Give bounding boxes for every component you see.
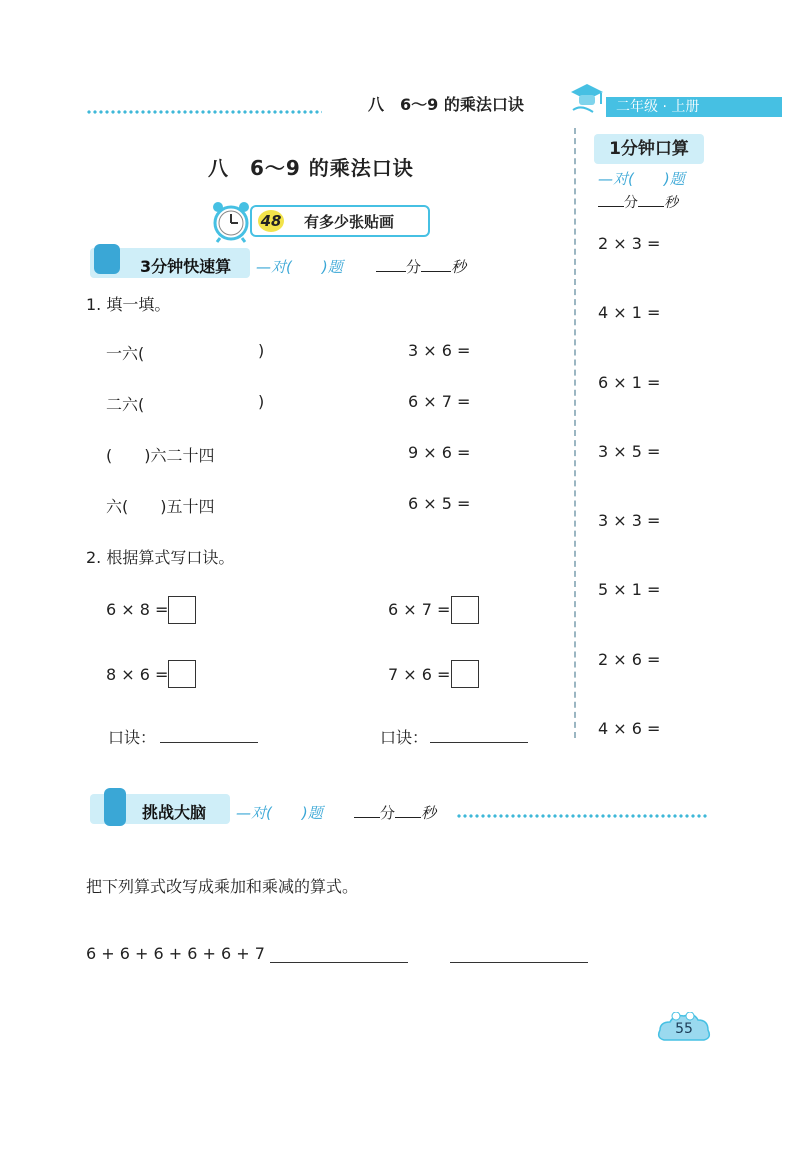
answer-box-2[interactable] bbox=[168, 660, 196, 688]
shoe-icon bbox=[94, 244, 120, 274]
header-title: 八 6～9 的乘法口诀 bbox=[368, 95, 524, 114]
koujue-answer-left[interactable] bbox=[160, 742, 258, 743]
second-label: 秒 bbox=[451, 258, 467, 276]
challenge-expression: 6 + 6 + 6 + 6 + 6 + 7 bbox=[86, 944, 265, 963]
calc-item-3: 9 × 6 = bbox=[408, 443, 471, 462]
sidebar-score: —对( )题 bbox=[598, 170, 685, 188]
koujue-answer-right[interactable] bbox=[430, 742, 528, 743]
sidebar-item: 6 × 1 = bbox=[598, 373, 661, 392]
calc-item-4: 6 × 5 = bbox=[408, 494, 471, 513]
minute-label: 分 bbox=[406, 258, 422, 276]
fill-item-2-close: ) bbox=[258, 392, 265, 411]
sidebar-item: 4 × 6 = bbox=[598, 719, 661, 738]
score-field: —对( )题 bbox=[256, 258, 343, 276]
graduation-cap-icon bbox=[565, 78, 605, 120]
fill-item-2-text: 二六( bbox=[106, 395, 145, 414]
challenge-score-field: —对( )题 bbox=[236, 804, 323, 822]
sidebar-item: 2 × 3 = bbox=[598, 234, 661, 253]
column-divider bbox=[574, 128, 576, 738]
challenge-second-label: 秒 bbox=[421, 804, 437, 822]
koujue-label-left: 口诀： bbox=[108, 728, 157, 747]
sidebar-title: 1分钟口算 bbox=[594, 134, 704, 164]
answer-box-3[interactable] bbox=[451, 596, 479, 624]
challenge-instruction: 把下列算式改写成乘加和乘减的算式。 bbox=[86, 877, 359, 896]
sidebar-item: 3 × 3 = bbox=[598, 511, 661, 530]
sidebar-time bbox=[598, 192, 678, 212]
answer-box-4[interactable] bbox=[451, 660, 479, 688]
sidebar-second-label: 秒 bbox=[664, 195, 678, 211]
time-field bbox=[376, 256, 466, 277]
page-number: 55 bbox=[675, 1021, 693, 1037]
lesson-number: 48 bbox=[258, 210, 284, 232]
calc-item-1: 3 × 6 = bbox=[408, 341, 471, 360]
sidebar-item: 5 × 1 = bbox=[598, 580, 661, 599]
fill-item-1 bbox=[106, 341, 276, 364]
fill-item-1-close: ) bbox=[258, 341, 265, 360]
question-1-title: 1. 填一填。 bbox=[86, 295, 171, 314]
alarm-clock-icon bbox=[208, 198, 254, 244]
giraffe-icon bbox=[104, 788, 126, 826]
sidebar-item: 4 × 1 = bbox=[598, 303, 661, 322]
header-dotted-rule bbox=[86, 110, 322, 114]
challenge-answer-1[interactable] bbox=[270, 962, 408, 963]
section-challenge-label: 挑战大脑 bbox=[142, 803, 207, 822]
sidebar-item: 2 × 6 = bbox=[598, 650, 661, 669]
koujue-label-right: 口诀： bbox=[380, 728, 429, 747]
sidebar-minute-label: 分 bbox=[624, 195, 638, 211]
sidebar-item: 3 × 5 = bbox=[598, 442, 661, 461]
fill-item-1-text: 一六( bbox=[106, 344, 145, 363]
answer-box-1[interactable] bbox=[168, 596, 196, 624]
equation-3: 6 × 7 = bbox=[388, 600, 451, 619]
challenge-answer-2[interactable] bbox=[450, 962, 588, 963]
grade-tab: 二年级 · 上册 bbox=[606, 97, 782, 117]
page-title: 八 6～9 的乘法口诀 bbox=[208, 156, 414, 180]
calc-item-2: 6 × 7 = bbox=[408, 392, 471, 411]
fill-item-3: ( )六二十四 bbox=[106, 446, 215, 465]
equation-1: 6 × 8 = bbox=[106, 600, 169, 619]
lesson-title: 有多少张贴画 bbox=[304, 213, 395, 231]
question-2-title: 2. 根据算式写口诀。 bbox=[86, 548, 235, 567]
equation-4: 7 × 6 = bbox=[388, 665, 451, 684]
fill-item-4: 六( )五十四 bbox=[106, 497, 215, 516]
equation-2: 8 × 6 = bbox=[106, 665, 169, 684]
challenge-dotted-rule bbox=[456, 814, 708, 818]
section-quick-calc-label: 3分钟快速算 bbox=[140, 257, 232, 276]
challenge-time-field bbox=[354, 802, 436, 823]
fill-item-2 bbox=[106, 392, 276, 415]
challenge-minute-label: 分 bbox=[380, 804, 396, 822]
